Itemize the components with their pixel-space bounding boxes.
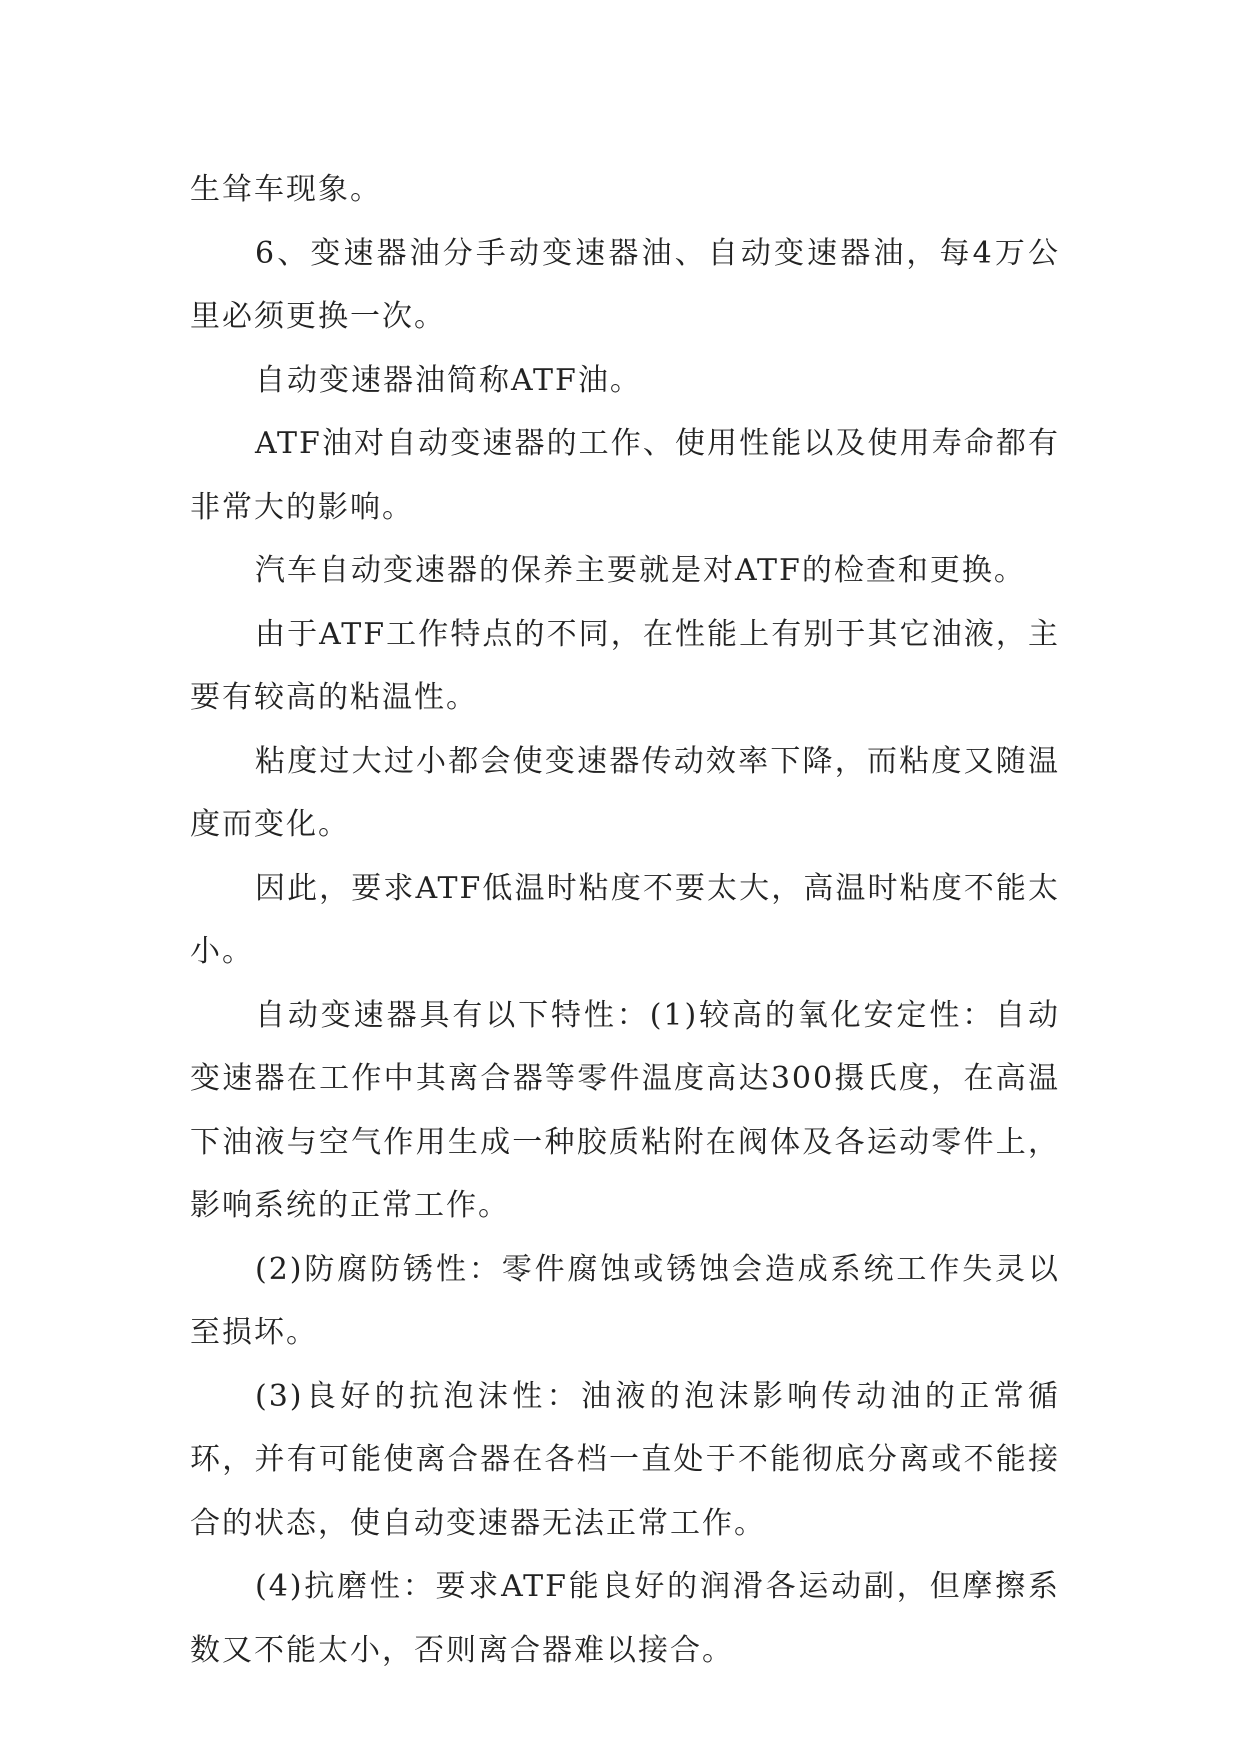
- paragraph-7: 粘度过大过小都会使变速器传动效率下降，而粘度又随温度而变化。: [190, 743, 1060, 842]
- paragraph-9: 自动变速器具有以下特性：(1)较高的氧化安定性：自动变速器在工作中其离合器等零件温度高达300摄氏度，在高温下油液与空气作用生成一种胶质粘附在阀体及各运动零件上，影响系统的正常工作。: [190, 997, 1060, 1223]
- paragraph-11: (3)良好的抗泡沫性：油液的泡沫影响传动油的正常循环，并有可能使离合器在各档一直处于不能彻底分离或不能接合的状态，使自动变速器无法正常工作。: [190, 1378, 1060, 1541]
- paragraph-2: 6、变速器油分手动变速器油、自动变速器油，每4万公里必须更换一次。: [190, 235, 1060, 334]
- paragraph-5: 汽车自动变速器的保养主要就是对ATF的检查和更换。: [255, 553, 1026, 588]
- paragraph-4: ATF油对自动变速器的工作、使用性能以及使用寿命都有非常大的影响。: [190, 426, 1060, 525]
- document-body: [190, 158, 1060, 1682]
- paragraph-12: (4)抗磨性：要求ATF能良好的润滑各运动副，但摩擦系数又不能太小，否则离合器难以接合。: [190, 1569, 1060, 1668]
- paragraph-3: 自动变速器油简称ATF油。: [255, 362, 642, 398]
- paragraph-1: 生耸车现象。: [190, 172, 382, 207]
- paragraph-10: (2)防腐防锈性：零件腐蚀或锈蚀会造成系统工作失灵以至损坏。: [190, 1251, 1060, 1350]
- paragraph-6: 由于ATF工作特点的不同，在性能上有别于其它油液，主要有较高的粘温性。: [190, 616, 1060, 715]
- paragraph-8: 因此，要求ATF低温时粘度不要太大，高温时粘度不能太小。: [190, 870, 1060, 969]
